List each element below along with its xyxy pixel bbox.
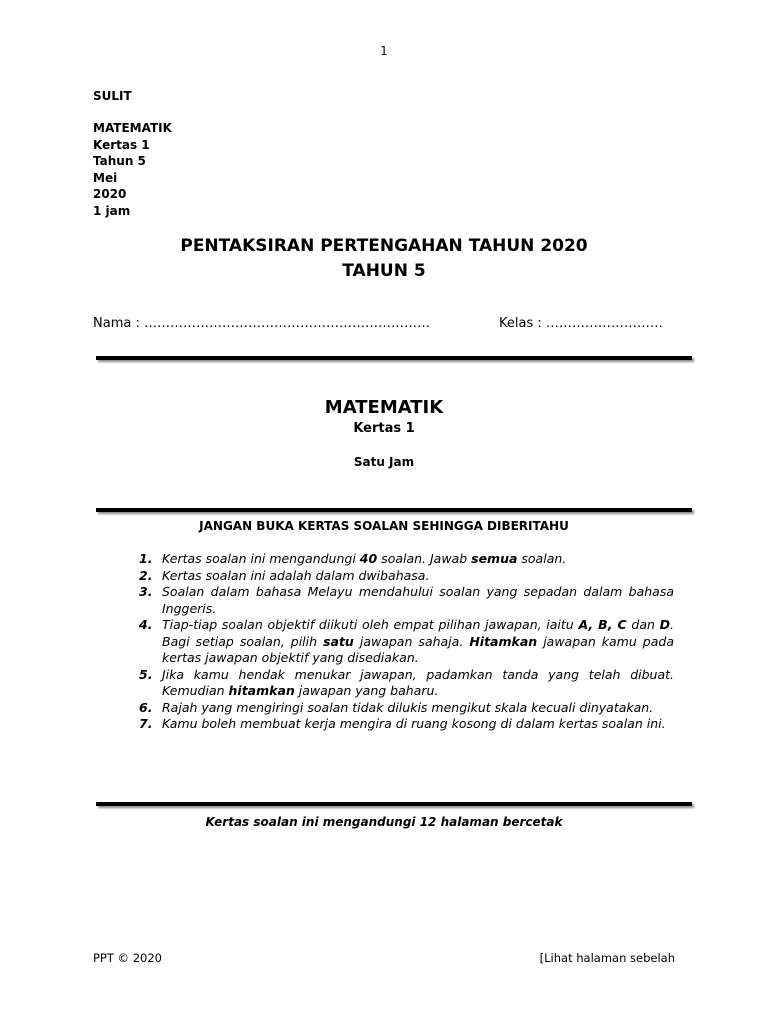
instruction-text: Jika kamu hendak menukar jawapan, padamkan tanda yang telah dibuat. Kemudian hitamkan jawapan yang baharu. xyxy=(162,666,674,698)
subject-heading: MATEMATIK xyxy=(324,397,444,418)
warning-notice: JANGAN BUKA KERTAS SOALAN SEHINGGA DIBERITAHU xyxy=(199,519,569,533)
exam-subject: MATEMATIK xyxy=(93,121,172,135)
footer-next-page: [Lihat halaman sebelah xyxy=(539,951,675,965)
exam-info-block xyxy=(93,120,172,219)
instruction-number: 6. xyxy=(139,699,153,715)
instruction-number: 4. xyxy=(139,617,153,632)
page-number: 1 xyxy=(380,44,388,58)
instruction-number: 1. xyxy=(139,551,153,566)
instruction-item xyxy=(128,667,674,700)
divider-top xyxy=(96,356,692,360)
exam-year-level: Tahun 5 xyxy=(93,154,146,168)
instruction-item xyxy=(128,716,674,733)
name-field[interactable]: Nama : ………………………………………………………… xyxy=(93,316,430,331)
instructions-list xyxy=(128,551,674,733)
instruction-text: Tiap-tiap soalan objektif diikuti oleh empat pilihan jawapan, iaitu A, B, C dan D. Bagi setiap soalan, pilih satu jawapan sahaja. Hitamkan jawapan kamu pada kertas jawapan objektif yang disediakan. xyxy=(162,617,674,665)
instruction-number: 2. xyxy=(139,567,153,583)
instruction-item xyxy=(128,584,674,617)
instruction-item xyxy=(128,617,674,667)
instruction-text: Kertas soalan ini adalah dalam dwibahasa. xyxy=(162,567,430,583)
instruction-text: Soalan dalam bahasa Melayu mendahului soalan yang sepadan dalam bahasa Inggeris. xyxy=(162,584,674,616)
classification-label: SULIT xyxy=(93,89,132,103)
exam-paper: Kertas 1 xyxy=(93,137,150,152)
instruction-item xyxy=(128,568,674,585)
instruction-text: Kamu boleh membuat kerja mengira di ruang kosong di dalam kertas soalan ini. xyxy=(162,716,666,731)
instruction-item xyxy=(128,700,674,717)
page-subtitle: TAHUN 5 xyxy=(342,261,426,281)
instruction-number: 3. xyxy=(139,584,153,599)
divider-bottom xyxy=(96,802,692,806)
instruction-number: 7. xyxy=(139,716,153,731)
exam-duration: 1 jam xyxy=(93,203,131,218)
exam-year: 2020 xyxy=(93,187,127,201)
class-field[interactable]: Kelas : ……………………… xyxy=(499,316,663,331)
instruction-text: Kertas soalan ini mengandungi 40 soalan. Jawab semua soalan. xyxy=(162,551,567,566)
instruction-item xyxy=(128,551,674,568)
footer-copyright: PPT © 2020 xyxy=(93,951,162,965)
paper-heading: Kertas 1 xyxy=(353,421,415,436)
page-count-note: Kertas soalan ini mengandungi 12 halaman bercetak xyxy=(205,815,563,829)
duration-heading: Satu Jam xyxy=(353,455,415,469)
instruction-text: Rajah yang mengiringi soalan tidak dilukis mengikut skala kecuali dinyatakan. xyxy=(162,699,654,715)
divider-middle xyxy=(96,508,692,512)
page-title: PENTAKSIRAN PERTENGAHAN TAHUN 2020 xyxy=(180,236,588,256)
instruction-number: 5. xyxy=(139,666,153,682)
exam-month: Mei xyxy=(93,170,118,185)
